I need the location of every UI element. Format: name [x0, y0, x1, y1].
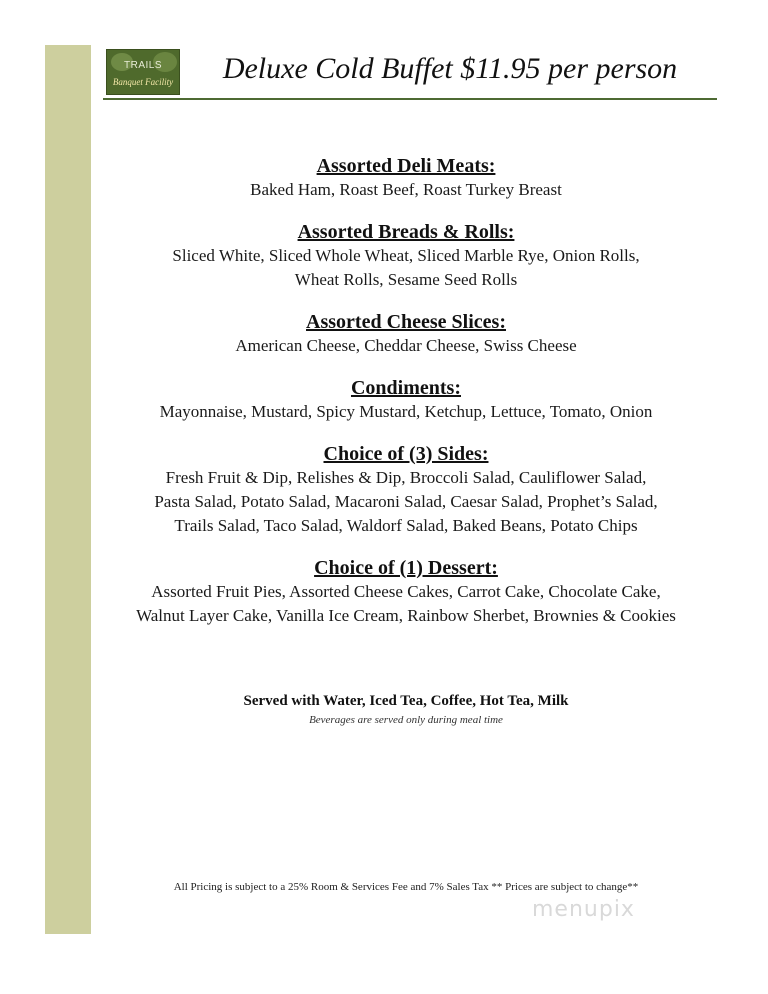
page-title: Deluxe Cold Buffet $11.95 per person	[222, 52, 678, 85]
menu-section	[95, 220, 717, 292]
section-line: Baked Ham, Roast Beef, Roast Turkey Breast	[250, 180, 562, 199]
section-title: Assorted Breads & Rolls:	[297, 221, 515, 243]
menu-section	[95, 310, 717, 358]
menu-section	[95, 556, 717, 628]
trails-banquet-logo	[106, 49, 180, 95]
section-title: Condiments:	[350, 377, 461, 399]
section-line: Sliced White, Sliced Whole Wheat, Sliced Marble Rye, Onion Rolls,	[172, 246, 640, 265]
section-line: Trails Salad, Taco Salad, Waldorf Salad, Baked Beans, Potato Chips	[174, 516, 638, 535]
beverage-note: Beverages are served only during meal time	[309, 714, 503, 726]
section-title: Assorted Deli Meats:	[316, 155, 496, 177]
decorative-side-bar	[45, 45, 91, 934]
section-line: Pasta Salad, Potato Salad, Macaroni Salad, Caesar Salad, Prophet’s Salad,	[154, 492, 658, 511]
menu-section	[95, 442, 717, 538]
menu-section	[95, 154, 717, 202]
watermark: menupix	[532, 897, 635, 922]
menu-content	[95, 154, 717, 646]
section-title: Assorted Cheese Slices:	[306, 311, 506, 333]
section-title: Choice of (1) Dessert:	[314, 557, 498, 579]
menu-section	[95, 376, 717, 424]
section-line: Assorted Fruit Pies, Assorted Cheese Cakes, Carrot Cake, Chocolate Cake,	[151, 582, 661, 601]
header-divider	[103, 98, 717, 100]
section-line: Wheat Rolls, Sesame Seed Rolls	[294, 270, 518, 289]
section-line: Walnut Layer Cake, Vanilla Ice Cream, Rainbow Sherbet, Brownies & Cookies	[136, 606, 676, 625]
section-line: American Cheese, Cheddar Cheese, Swiss Cheese	[235, 336, 577, 355]
served-with-text: Served with Water, Iced Tea, Coffee, Hot Tea, Milk	[243, 693, 569, 709]
section-title: Choice of (3) Sides:	[323, 443, 489, 465]
logo-text-script: Banquet Facility	[112, 77, 174, 87]
section-line: Fresh Fruit & Dip, Relishes & Dip, Broccoli Salad, Cauliflower Salad,	[165, 468, 647, 487]
pricing-footnote: All Pricing is subject to a 25% Room & Services Fee and 7% Sales Tax ** Prices are subject to change**	[173, 881, 639, 893]
section-line: Mayonnaise, Mustard, Spicy Mustard, Ketchup, Lettuce, Tomato, Onion	[159, 402, 653, 421]
logo-text-top: TRAILS	[123, 60, 162, 71]
